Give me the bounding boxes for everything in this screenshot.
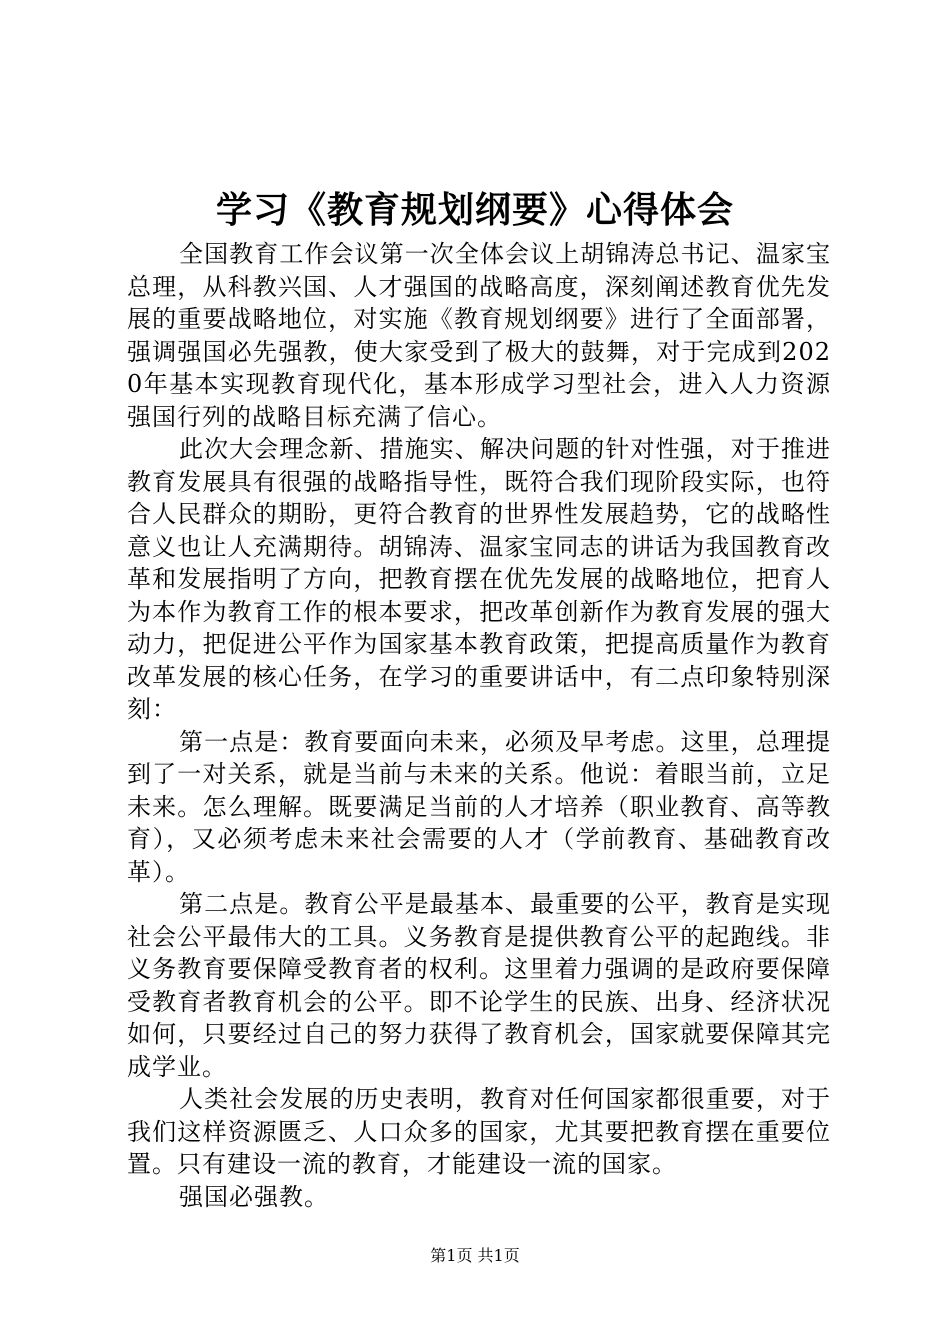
document-body (127, 238, 831, 1213)
page-title: 学习《教育规划纲要》心得体会 (215, 189, 734, 231)
paragraph-1: 全国教育工作会议第一次全体会议上胡锦涛总书记、温家宝总理，从科教兴国、人才强国的战略高度，深刻阐述教育优先发展的重要战略地位，对实施《教育规划纲要》进行了全面部署，强调强国必先强教，使大家受到了极大的鼓舞，对于完成到2020年基本实现教育现代化，基本形成学习型社会，进入人力资源强国行列的战略目标充满了信心。 (127, 240, 831, 431)
paragraph-4: 第二点是。教育公平是最基本、最重要的公平，教育是实现社会公平最伟大的工具。义务教育是提供教育公平的起跑线。非义务教育要保障受教育者的权利。这里着力强调的是政府要保障受教育者教育机会的公平。即不论学生的民族、出身、经济状况如何，只要经过自己的努力获得了教育机会，国家就要保障其完成学业。 (127, 890, 831, 1081)
paragraph-5: 人类社会发展的历史表明，教育对任何国家都很重要，对于我们这样资源匮乏、人口众多的国家，尤其要把教育摆在重要位置。只有建设一流的教育，才能建设一流的国家。 (127, 1085, 831, 1178)
paragraph-3: 第一点是：教育要面向未来，必须及早考虑。这里，总理提到了一对关系，就是当前与未来的关系。他说：着眼当前，立足未来。怎么理解。既要满足当前的人才培养（职业教育、高等教育），又必须考虑未来社会需要的人才（学前教育、基础教育改革）。 (127, 727, 831, 886)
paragraph-6: 强国必强教。 (179, 1182, 329, 1211)
page-footer: 第1页 共1页 (430, 1246, 520, 1265)
paragraph-2: 此次大会理念新、措施实、解决问题的针对性强，对于推进教育发展具有很强的战略指导性，既符合我们现阶段实际，也符合人民群众的期盼，更符合教育的世界性发展趋势，它的战略性意义也让人充满期待。胡锦涛、温家宝同志的讲话为我国教育改革和发展指明了方向，把教育摆在优先发展的战略地位，把育人为本作为教育工作的根本要求，把改革创新作为教育发展的强大动力，把促进公平作为国家基本教育政策，把提高质量作为教育改革发展的核心任务，在学习的重要讲话中，有二点印象特别深刻： (127, 435, 831, 723)
